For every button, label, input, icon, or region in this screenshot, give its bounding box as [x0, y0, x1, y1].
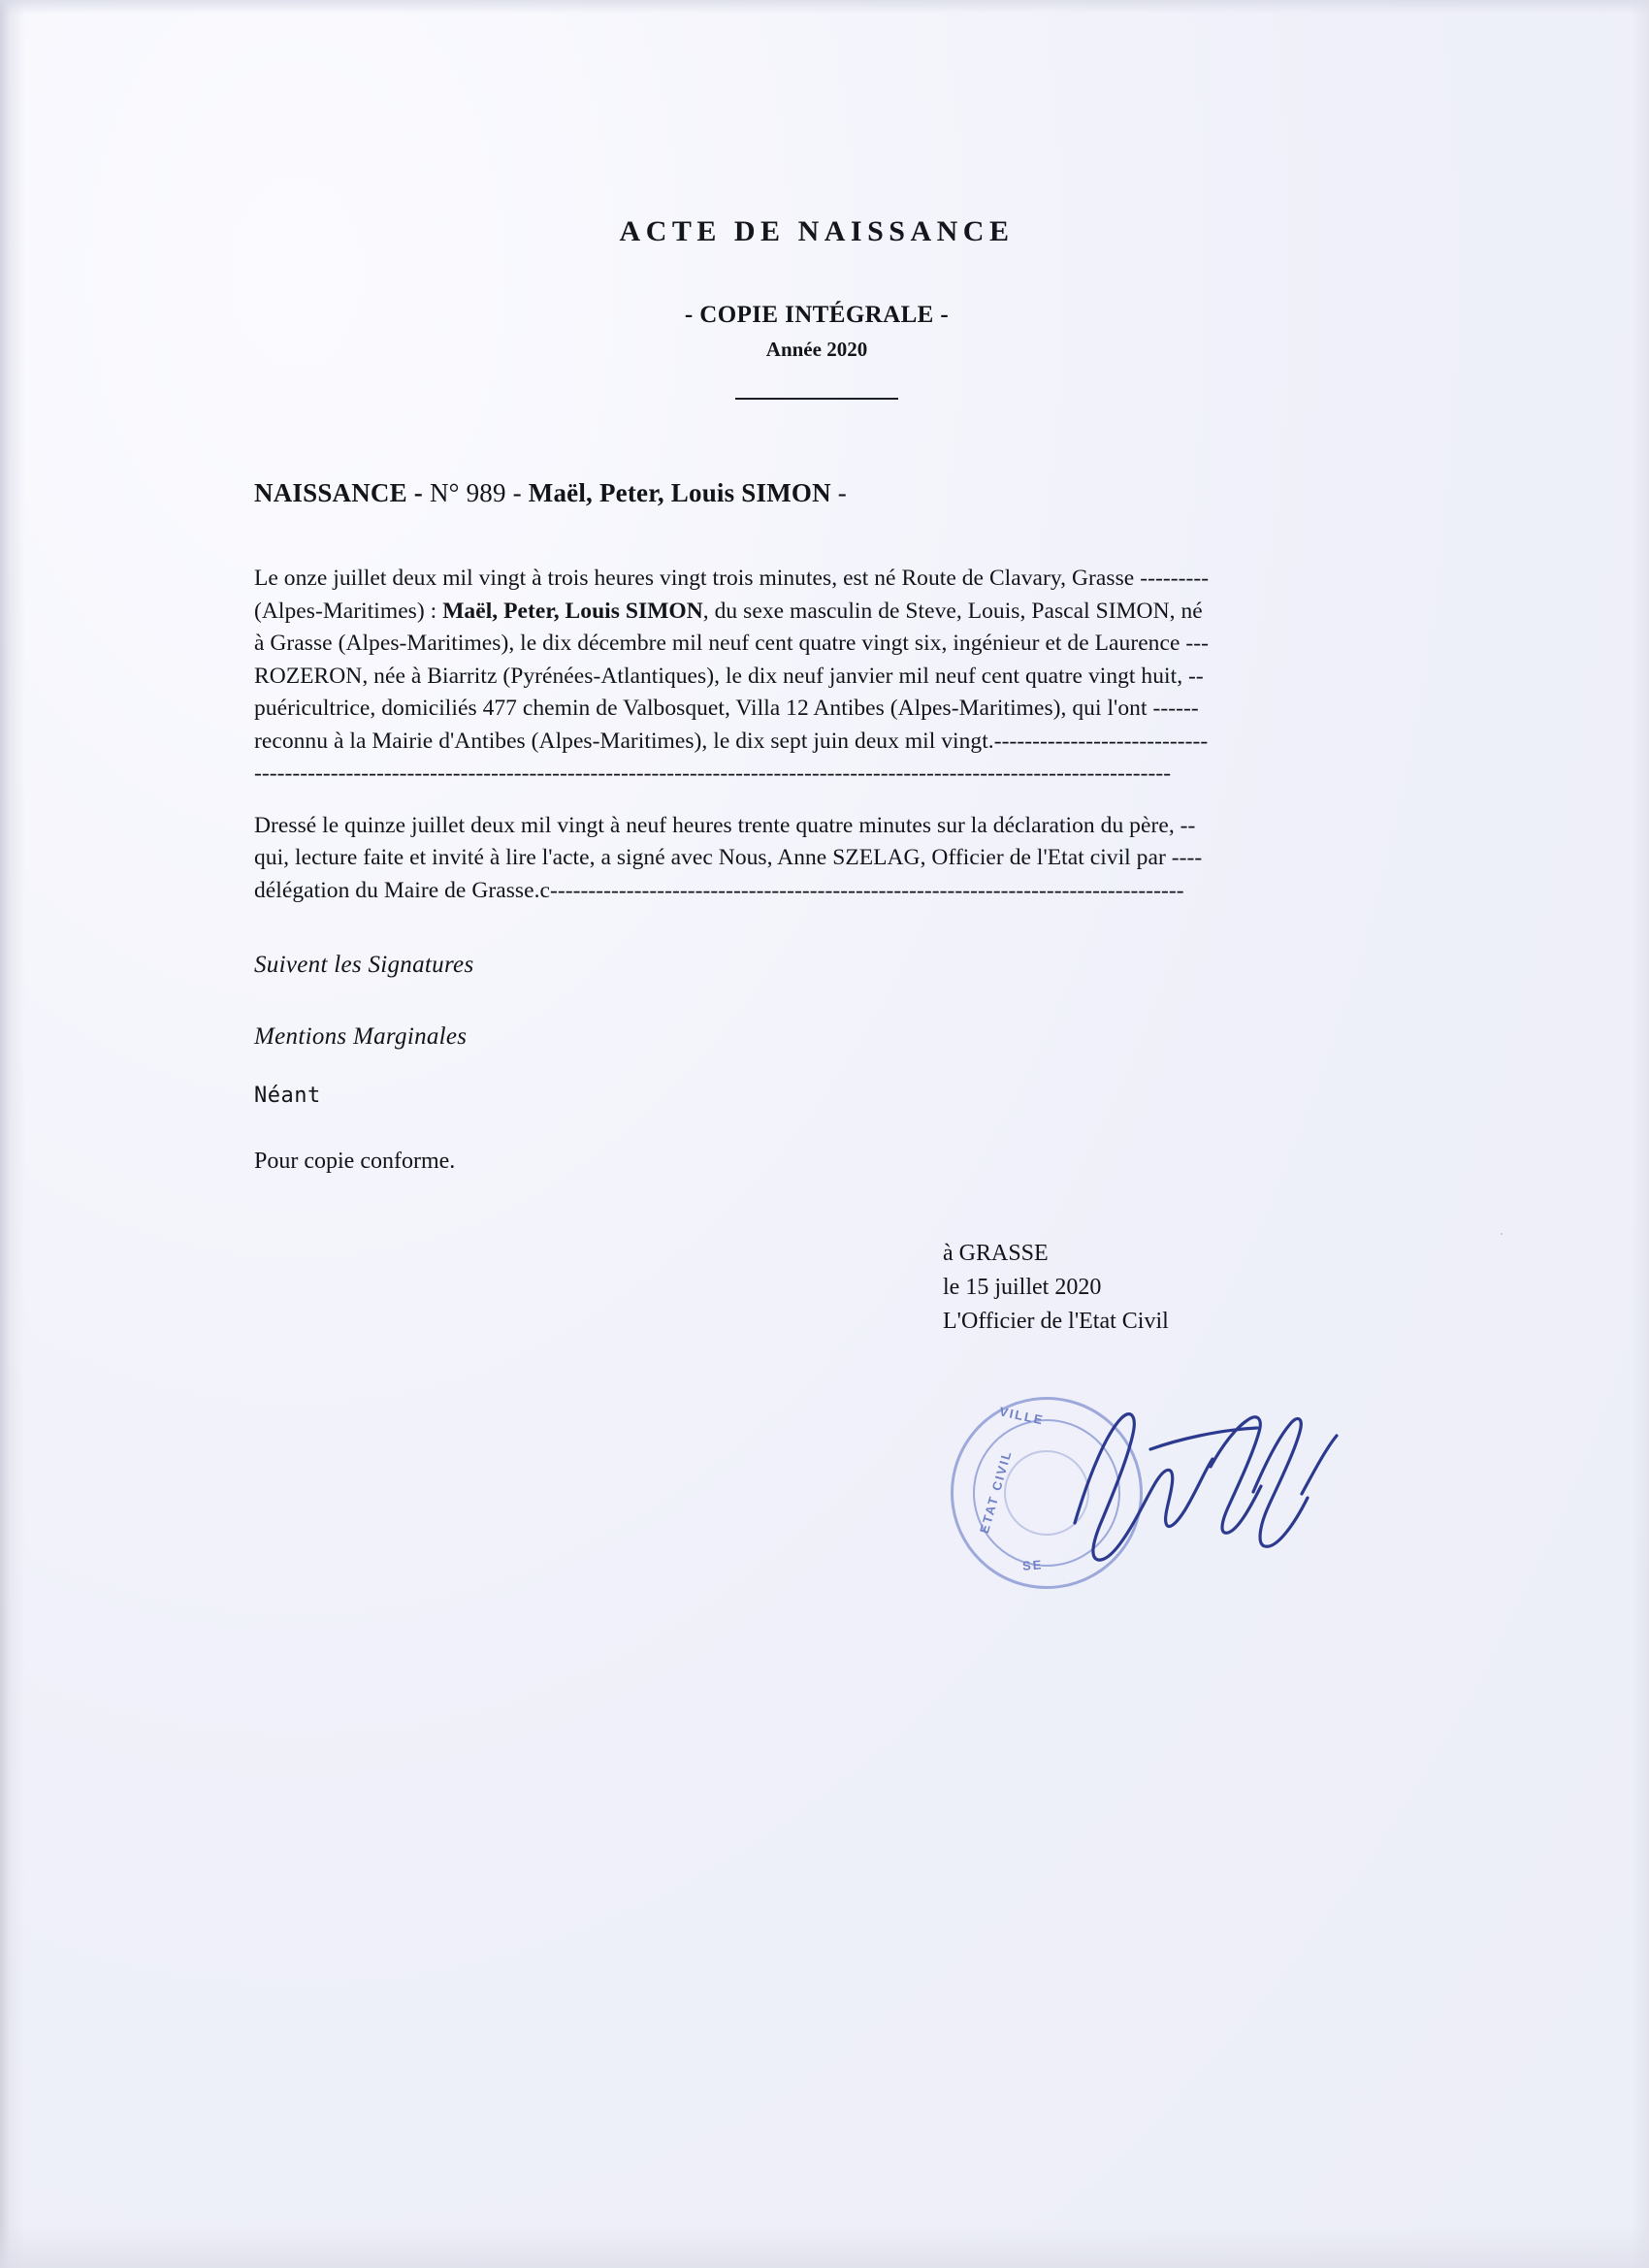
- birth-line-6: reconnu à la Mairie d'Antibes (Alpes-Maritimes), le dix sept juin deux mil vingt.----------------------------: [254, 728, 1209, 754]
- closing-date: le 15 juillet 2020: [943, 1275, 1102, 1300]
- document-content: [254, 0, 1515, 1339]
- birth-line-2-post: , du sexe masculin de Steve, Louis, Pascal SIMON, né: [702, 598, 1203, 624]
- handwritten-signature: [1057, 1377, 1368, 1581]
- record-heading-name: Maël, Peter, Louis SIMON: [528, 478, 831, 507]
- record-heading: [254, 478, 1515, 508]
- drafting-paragraph: [254, 810, 1515, 908]
- page-title: ACTE DE NAISSANCE: [619, 215, 1015, 247]
- record-heading-suffix: -: [830, 478, 847, 507]
- marginal-mentions-value: Néant: [254, 1084, 321, 1108]
- drafting-line-3: délégation du Maire de Grasse.c-----------------------------------------------------------------------------------: [254, 877, 1184, 903]
- signatures-label: Suivent les Signatures: [254, 952, 474, 978]
- birth-line-1: Le onze juillet deux mil vingt à trois heures vingt trois minutes, est né Route de Clavary, Grasse ---------: [254, 566, 1210, 591]
- birth-line-4: ROZERON, née à Biarritz (Pyrénées-Atlantiques), le dix neuf janvier mil neuf cent quatre vingt huit, --: [254, 663, 1204, 689]
- title-divider-wrap: [254, 387, 1515, 405]
- closing-officer: L'Officier de l'Etat Civil: [943, 1309, 1169, 1334]
- drafting-line-1: Dressé le quinze juillet deux mil vingt à neuf heures trente quatre minutes sur la déclaration du père, --: [254, 812, 1196, 838]
- conformity-statement: Pour copie conforme.: [254, 1149, 456, 1174]
- scan-edge-right: [1632, 0, 1649, 2268]
- stamp-and-signature: [951, 1397, 1358, 1649]
- scan-edge-bottom: [0, 2225, 1649, 2268]
- document-subtitle: - COPIE INTÉGRALE -: [684, 302, 950, 328]
- birth-child-name: Maël, Peter, Louis SIMON: [442, 598, 703, 624]
- scan-edge-left: [0, 0, 25, 2268]
- birth-paragraph: [254, 563, 1515, 791]
- stamp-top-text: VILLE: [997, 1404, 1046, 1428]
- stamp-left-text: ETAT CIVIL: [976, 1447, 1015, 1536]
- record-heading-number: N° 989 -: [429, 478, 529, 507]
- stamp-bottom-text: SE: [1021, 1557, 1044, 1573]
- birth-line-5: puéricultrice, domiciliés 477 chemin de Valbosquet, Villa 12 Antibes (Alpes-Maritimes), qui l'ont ------: [254, 696, 1199, 721]
- marginal-mentions-label: Mentions Marginales: [254, 1023, 468, 1050]
- record-heading-prefix: NAISSANCE -: [254, 478, 430, 507]
- drafting-line-2: qui, lecture faite et invité à lire l'acte, a signé avec Nous, Anne SZELAG, Officier de l'Etat civil par ----: [254, 845, 1203, 870]
- document-year: Année 2020: [765, 338, 868, 361]
- closing-block: [943, 1237, 1515, 1339]
- birth-line-2-pre: (Alpes-Maritimes) :: [254, 598, 443, 624]
- closing-place: à GRASSE: [943, 1241, 1049, 1266]
- birth-line-3: à Grasse (Alpes-Maritimes), le dix décembre mil neuf cent quatre vingt six, ingénieur et de Laurence ---: [254, 631, 1209, 656]
- title-divider: [735, 398, 898, 400]
- birth-dash-filler: ------------------------------------------------------------------------------------------------------------------------: [254, 761, 1172, 786]
- paper-blemish: ·: [1499, 1224, 1504, 1244]
